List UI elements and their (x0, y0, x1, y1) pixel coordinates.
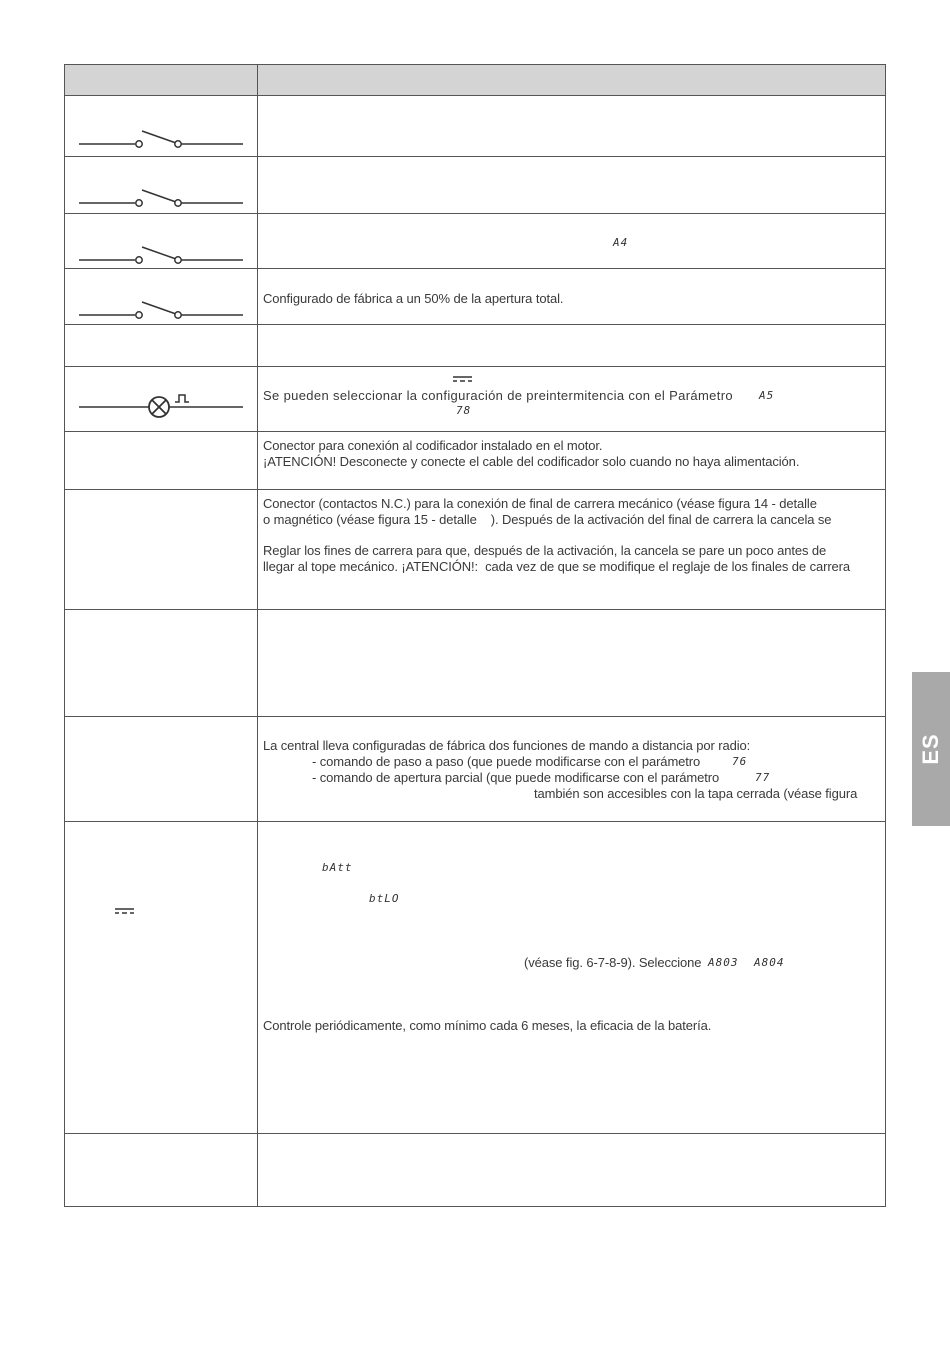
row-divider (65, 716, 885, 717)
table-header (65, 65, 885, 96)
figure-reference: (véase fig. 6-7-8-9). Seleccione (524, 955, 702, 970)
row-description: también son accesibles con la tapa cerrada (véase figura (534, 786, 858, 801)
display-code: A803 (708, 956, 739, 969)
row-divider (65, 489, 885, 490)
normally-open-switch-icon (79, 123, 245, 153)
dc-symbol-icon (115, 907, 135, 915)
row-description: Reglar los fines de carrera para que, después de la activación, la cancela se pare un poco antes de (263, 543, 827, 558)
language-tab-label: ES (918, 733, 943, 765)
row-divider (65, 609, 885, 610)
row-warning: ¡ATENCIÓN! Desconecte y conecte el cable del codificador solo cuando no haya alimentación. (263, 454, 800, 469)
column-divider (257, 65, 258, 1206)
normally-open-switch-icon (79, 182, 245, 212)
row-description: Configurado de fábrica a un 50% de la apertura total. (263, 291, 564, 306)
row-description: Conector para conexión al codificador instalado en el motor. (263, 438, 603, 453)
row-warning: llegar al tope mecánico. ¡ATENCIÓN!: cada vez de que se modifique el reglaje de los finales de carrera (263, 559, 851, 574)
row-description: o magnético (véase figura 15 - detalle ). Después de la activación del final de carrera la cancela se (263, 512, 832, 527)
normally-open-switch-icon (79, 239, 245, 269)
row-divider (65, 821, 885, 822)
list-item: - comando de paso a paso (que puede modificarse con el parámetro (312, 754, 701, 769)
language-tab (912, 672, 950, 826)
row-divider (65, 156, 885, 157)
row-divider (65, 1133, 885, 1134)
display-code: 76 (732, 755, 748, 768)
row-description: Conector (contactos N.C.) para la conexión de final de carrera mecánico (véase figura 14 - detalle (263, 496, 817, 511)
row-description: Se pueden seleccionar la configuración de preintermitencia con el Parámetro (263, 388, 733, 403)
data-table (64, 64, 886, 1207)
row-divider (65, 324, 885, 325)
dc-symbol-icon (453, 375, 473, 383)
display-code: A5 (759, 389, 775, 402)
row-divider (65, 213, 885, 214)
row-description: La central lleva configuradas de fábrica dos funciones de mando a distancia por radio: (263, 738, 751, 753)
flashing-lamp-icon (79, 391, 245, 423)
row-description: Controle periódicamente, como mínimo cada 6 meses, la eficacia de la batería. (263, 1018, 712, 1033)
display-code: A4 (613, 236, 629, 249)
normally-open-switch-icon (79, 294, 245, 324)
display-code: 78 (456, 404, 472, 417)
display-code: A804 (754, 956, 785, 969)
display-code: 77 (755, 771, 771, 784)
display-code: btLO (369, 892, 400, 905)
display-code: bAtt (322, 861, 353, 874)
row-divider (65, 431, 885, 432)
row-divider (65, 366, 885, 367)
list-item: - comando de apertura parcial (que puede modificarse con el parámetro (312, 770, 720, 785)
